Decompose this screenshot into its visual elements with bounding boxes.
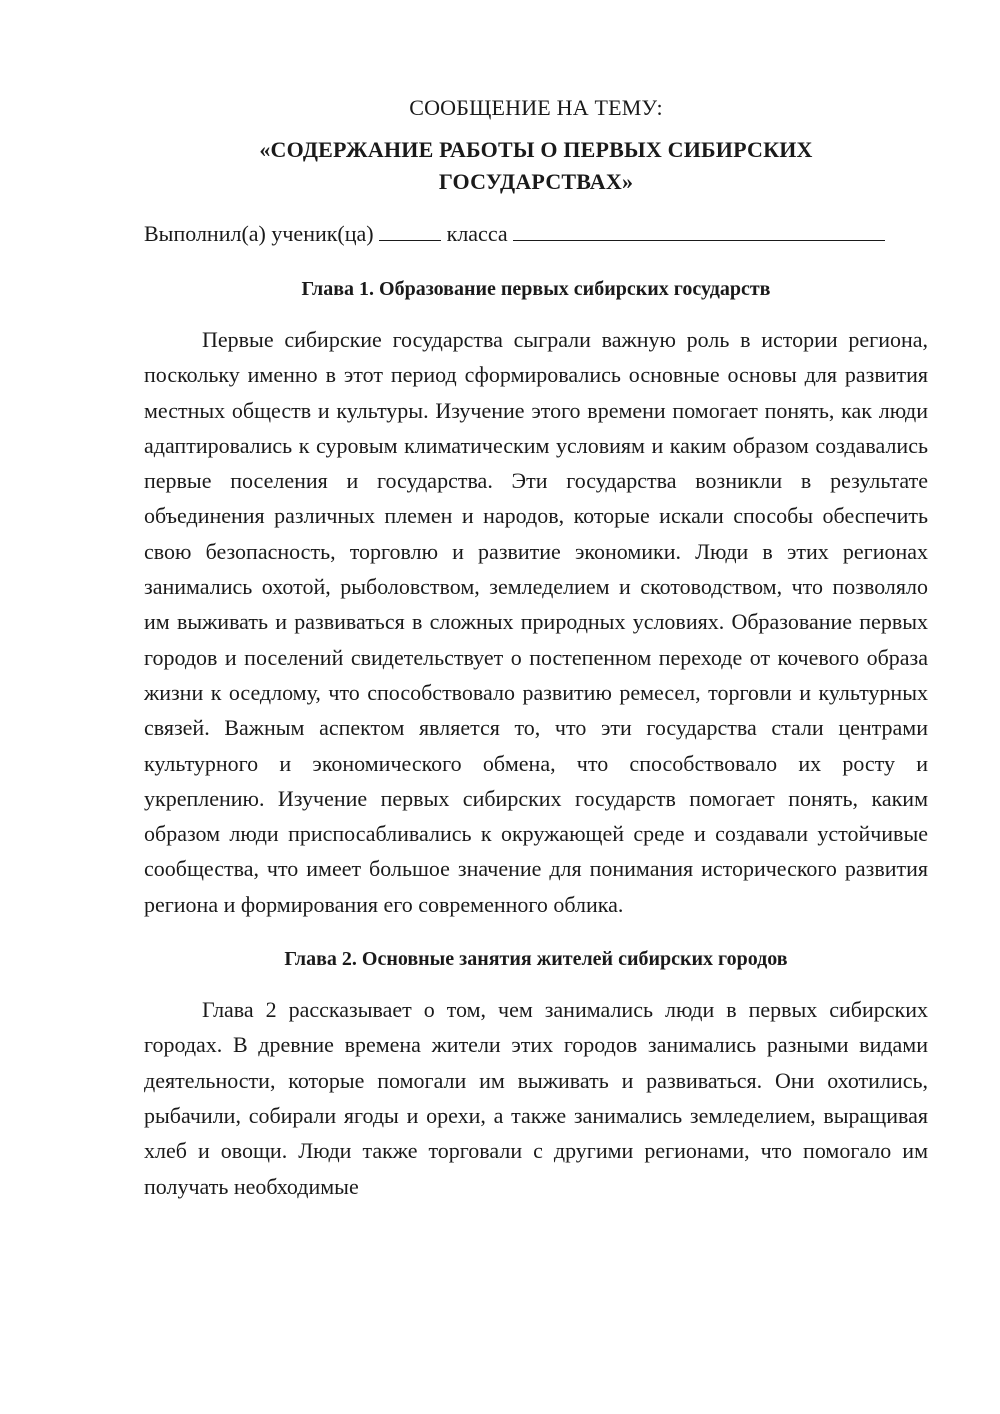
class-number-blank (379, 218, 441, 241)
author-prefix: Выполнил(а) ученик(ца) (144, 221, 374, 246)
student-name-blank (513, 218, 885, 241)
chapter-1-heading: Глава 1. Образование первых сибирских государств (301, 278, 771, 300)
author-line (144, 218, 928, 250)
chapter-1-text: Первые сибирские государства сыграли важную роль в истории региона, поскольку именно в этот период сформировались основные основы для развития местных обществ и культуры. Изучение этого времени помогает понять, как люди адаптировались к суровым климатическим условиям и каким образом создавались первые поселения и государства. Эти государства возникли в результате объединения различных племен и народов, которые искали способы обеспечить свою безопасность, торговлю и развитие экономики. Люди в этих регионах занимались охотой, рыболовством, земледелием и скотоводством, что позволяло им выживать и развиваться в сложных природных условиях. Образование первых городов и поселений свидетельствует о постепенном переходе от кочевого образа жизни к оседлому, что способствовало развитию ремесел, торговли и культурных связей. Важным аспектом является то, что эти государства стали центрами культурного и экономического обмена, что способствовало их росту и укреплению. Изучение первых сибирских государств помогает понять, каким образом люди приспосабливались к окружающей среде и создавали устойчивые сообщества, что имеет большое значение для понимания исторического развития региона и формирования его современного облика. (144, 327, 928, 917)
document-page (144, 92, 928, 1204)
topic-label: СООБЩЕНИЕ НА ТЕМУ: (409, 95, 663, 120)
title-line-2: ГОСУДАРСТВАХ» (438, 169, 634, 194)
chapter-2-heading: Глава 2. Основные занятия жителей сибирских городов (284, 948, 788, 971)
class-label: класса (446, 221, 508, 246)
title-line-1: «СОДЕРЖАНИЕ РАБОТЫ О ПЕРВЫХ СИБИРСКИХ (259, 137, 813, 162)
chapter-2-text: Глава 2 рассказывает о том, чем занимались люди в первых сибирских городах. В древние времена жители этих городов занимались разными видами деятельности, которые помогали им выживать и развиваться. Они охотились, рыбачили, собирали ягоды и орехи, а также занимались земледелием, выращивая хлеб и овощи. Люди также торговали с другими регионами, что помогало им получать необходимые (144, 997, 928, 1199)
